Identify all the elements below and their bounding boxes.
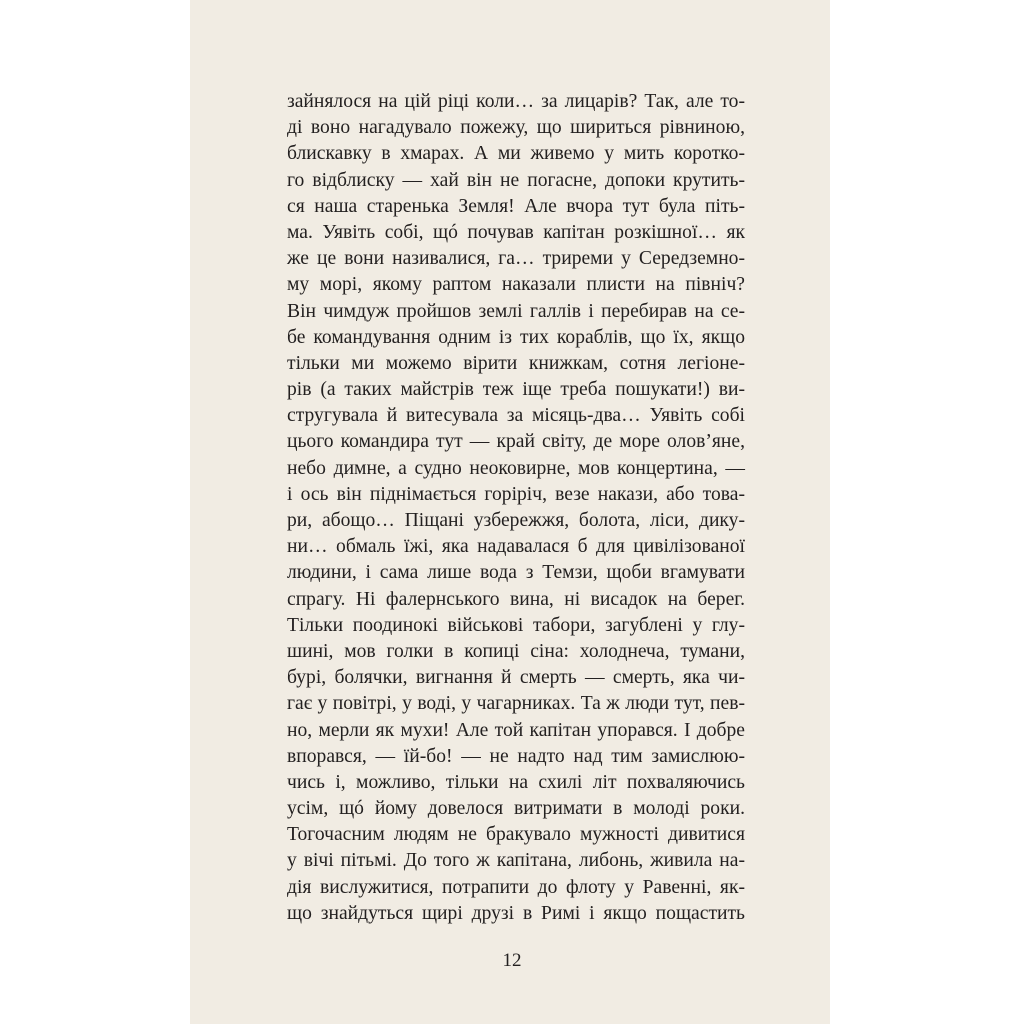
text-line: ри, абощо… Піщані узбережжя, болота, ліси, дику- [287,510,745,531]
text-line: Він чимдуж пройшов землі галлів і перебирав на се- [287,300,745,322]
text-line: спрагу. Ні фалернського вина, ні висадок на берег. [287,588,745,610]
text-line: шині, мов голки в копиці сіна: холоднеча, тумани, [287,640,745,662]
text-line: бе командування одним із тих кораблів, що їх, якщо [287,326,745,348]
text-line: у вічі пітьмі. До того ж капітана, либонь, живила на- [287,850,745,872]
text-line: стругувала й витесувала за місяць-два… Уявіть собі [287,405,745,427]
text-line: ни… обмаль їжі, яка надавалася б для цивілізованої [287,536,745,558]
text-line: що знайдуться щирі друзі в Римі і якщо пощастить [287,902,745,924]
text-line: го відблиску — хай він не погасне, допоки крутить- [287,169,745,191]
text-line: дія вислужитися, потрапити до флоту у Равенні, як- [287,876,745,898]
text-line: но, мерли як мухи! Але той капітан упорався. І добре [287,719,745,741]
text-line: і ось він піднімається горіріч, везе накази, або това- [287,483,745,505]
text-line: чись і, можливо, тільки на схилі літ похваляючись [287,771,745,793]
text-line: гає у повітрі, у воді, у чагарниках. Та ж люди тут, пев- [287,693,745,715]
text-line: же це вони називалися, га… триреми у Середземно- [287,248,745,270]
text-line: Тільки поодинокі військові табори, загублені у глу- [287,614,745,636]
text-line: ся наша старенька Земля! Але вчора тут була піть- [287,195,745,217]
body-text [287,89,745,927]
text-line: бурі, болячки, вигнання й смерть — смерть, яка чи- [287,667,745,689]
text-line: Тогочасним людям не бракувало мужності дивитися [287,824,745,846]
text-line: му морі, якому раптом наказали плисти на північ? [287,274,745,296]
text-line: блискавку в хмарах. А ми живемо у мить коротко- [287,143,745,165]
page-number: 12 [502,950,522,971]
text-line: зайнялося на цій ріці коли… за лицарів? Так, але то- [287,91,745,112]
text-line: людини, і сама лише вода з Темзи, щоби вгамувати [287,562,745,584]
text-line: тільки ми можемо вірити книжкам, сотня легіоне- [287,352,745,374]
text-line: впорався, — їй-бо! — не надто над тим замислюю- [287,745,745,767]
text-line: цього командира тут — край світу, де море олов’яне, [287,431,745,453]
text-line: рів (а таких майстрів теж іще треба пошукати!) ви- [287,379,745,401]
text-line: небо димне, а судно неоковирне, мов концертина, — [287,457,745,479]
text-line: ма. Уявіть собі, щó почував капітан розкішної… як [287,221,745,243]
text-line: ді воно нагадувало пожежу, що шириться рівниною, [287,117,745,139]
text-line: усім, щó йому довелося витримати в молоді роки. [287,798,745,820]
